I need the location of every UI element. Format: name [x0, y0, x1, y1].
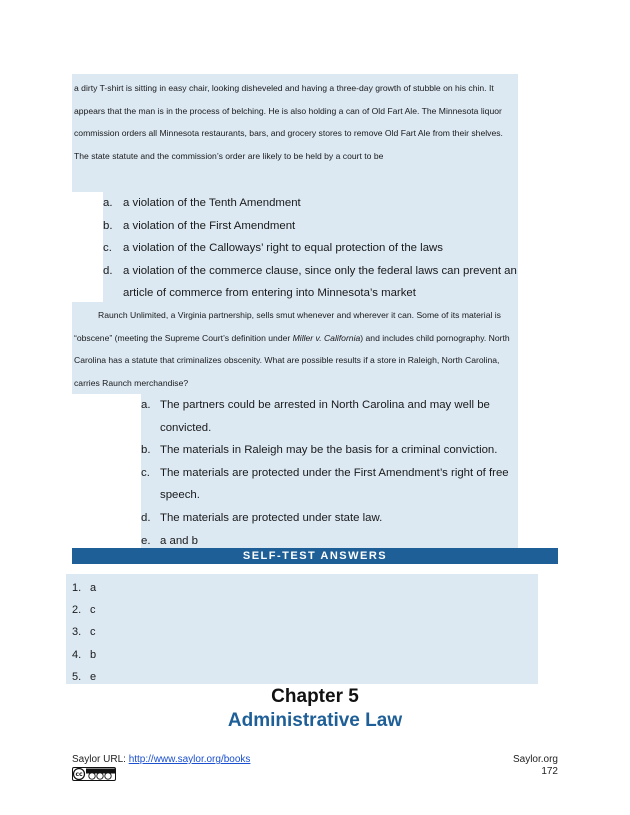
list-item — [103, 192, 518, 215]
option-text: The materials are protected under state law. — [160, 511, 383, 524]
option-text: The partners could be arrested in North Carolina and may well be convicted. — [160, 399, 490, 434]
chapter-label: Chapter 5 — [271, 686, 359, 707]
option-text: The materials are protected under the First Amendment’s right of free speech. — [160, 466, 509, 502]
option-marker: a. — [103, 197, 113, 209]
answer-value: b — [90, 649, 97, 661]
option-marker: b. — [141, 444, 151, 457]
question-2-stem — [72, 302, 518, 394]
option-text: a violation of the Tenth Amendment — [123, 197, 301, 209]
option-text: a and b — [160, 534, 199, 547]
question-2-options — [141, 394, 518, 548]
answer-number: 2. — [72, 604, 82, 616]
question-2-stem-part2: ) and includes child pornography. North Carolina has a statute that criminalizes obscenity. What are possible results if a store in Raleigh, North Carolina, carries Raunch merchandise? — [74, 332, 510, 388]
option-marker: d. — [103, 264, 113, 277]
list-item — [141, 462, 518, 507]
answer-value: c — [90, 626, 96, 638]
page-number: 172 — [541, 766, 558, 777]
saylor-books-link[interactable]: http://www.saylor.org/books — [128, 754, 251, 765]
question-1-stem: a dirty T-shirt is sitting in easy chair, looking disheveled and having a three-day growth of stubble on his chin. It appears that the man is in the process of belching. He is also holding a can of Old Fart Ale. The Minnesota liquor commission orders all Minnesota restaurants, bars, and grocery stores to remove Old Fart Ale from their shelves. The state statute and the commission’s order are likely to be held by a court to be — [72, 74, 518, 192]
option-marker: d. — [141, 511, 151, 524]
answer-value: c — [90, 604, 96, 616]
option-text: a violation of the First Amendment — [123, 219, 296, 232]
cc-by-nc-sa-icon — [72, 767, 116, 781]
answer-value: e — [90, 671, 97, 683]
svg-text:cc: cc — [75, 771, 83, 779]
list-item — [141, 507, 518, 530]
option-marker: c. — [141, 466, 150, 479]
list-item — [141, 439, 518, 462]
option-marker: b. — [103, 219, 113, 232]
list-item — [141, 394, 518, 439]
list-item — [103, 215, 518, 238]
option-text: The materials in Raleigh may be the basis for a criminal conviction. — [160, 444, 498, 457]
question-1-options — [103, 192, 518, 305]
list-item — [103, 260, 518, 305]
self-test-answers-list — [66, 574, 538, 684]
saylor-url — [72, 754, 250, 765]
option-marker: c. — [103, 242, 112, 255]
answer-number: 5. — [72, 671, 82, 683]
chapter-title: Administrative Law — [227, 710, 403, 731]
site-name: Saylor.org — [512, 754, 558, 765]
option-text: a violation of the commerce clause, since only the federal laws can prevent an article of commerce from entering into Minnesota’s market — [123, 264, 517, 300]
footer-right — [513, 754, 558, 778]
option-text: a violation of the Calloways’ right to equal protection of the laws — [123, 242, 443, 255]
case-citation: Miller v. California — [292, 332, 361, 343]
saylor-url-label: Saylor URL: — [72, 754, 129, 765]
option-marker: e. — [141, 534, 151, 547]
option-marker: a. — [141, 399, 151, 411]
answer-number: 4. — [72, 649, 82, 661]
answer-number: 3. — [72, 626, 82, 638]
answer-value: a — [90, 582, 97, 594]
list-item — [103, 237, 518, 260]
question-2-stem-part1: Raunch Unlimited, a Virginia partnership, sells smut whenever and wherever it can. Some of its material is “obscene” (meeting the Supreme Court’s definition under — [74, 310, 501, 343]
answer-number: 1. — [72, 582, 82, 594]
self-test-answers-heading: SELF-TEST ANSWERS — [72, 548, 558, 564]
